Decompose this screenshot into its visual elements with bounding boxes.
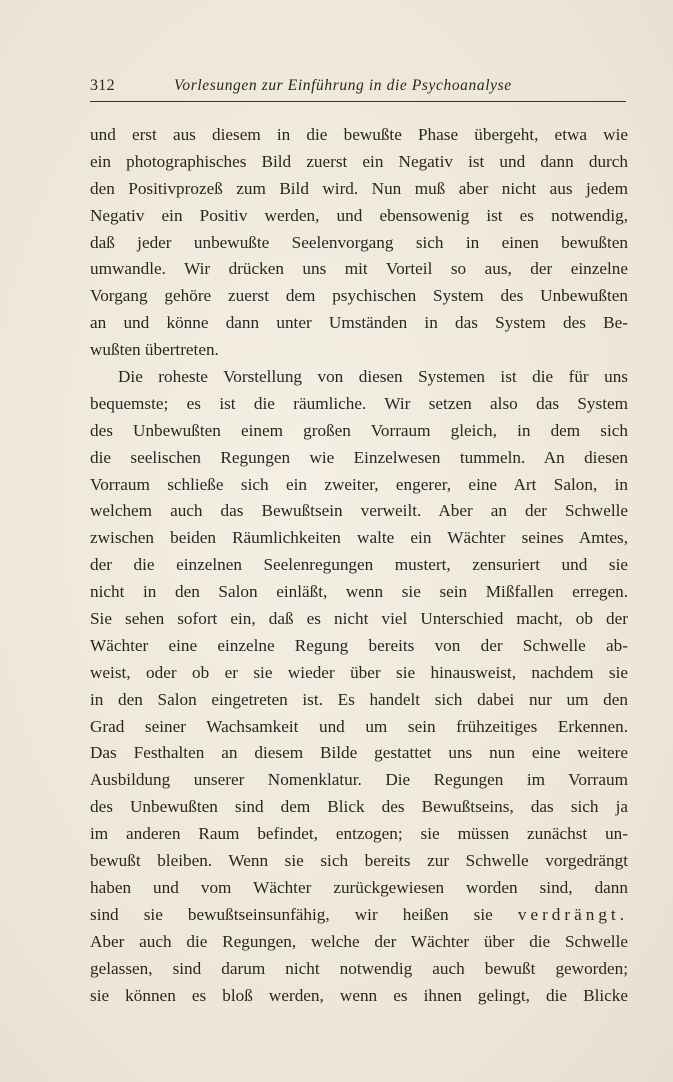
text-line: Grad seiner Wachsamkeit und um sein frühzeitiges Erkennen. (90, 716, 628, 736)
text-line: ein photographisches Bild zuerst ein Negativ ist und dann durch (90, 151, 628, 171)
emphasized-word: verdrängt. (517, 904, 628, 924)
text-line: Die roheste Vorstellung von diesen Systemen ist die für uns (118, 367, 628, 387)
text-line: in den Salon eingetreten ist. Es handelt sich dabei nur um den (90, 689, 628, 709)
text-line: Ausbildung unserer Nomenklatur. Die Regungen im Vorraum (90, 770, 628, 790)
text-line-with-emphasis (90, 902, 628, 929)
text-line: gelassen, sind darum nicht notwendig auch bewußt geworden; (90, 958, 628, 978)
header-rule (90, 101, 626, 102)
text-line: wußten übertreten. (90, 340, 219, 360)
text-line: bewußt bleiben. Wenn sie sich bereits zur Schwelle vorgedrängt (90, 851, 628, 871)
text-line: umwandle. Wir drücken uns mit Vorteil so aus, der einzelne (90, 259, 628, 279)
text-line: zwischen beiden Räumlichkeiten walte ein Wächter seines Amtes, (90, 528, 628, 548)
text-line: des Unbewußten sind dem Blick des Bewußtseins, das sich ja (90, 797, 628, 817)
text-line-start: sind sie bewußtseinsunfähig, wir heißen sie (90, 904, 493, 924)
text-line: Vorgang gehöre zuerst dem psychischen System des Unbewußten (90, 286, 628, 306)
text-line: Das Festhalten an diesem Bilde gestattet uns nun eine weitere (90, 743, 628, 763)
text-line: den Positivprozeß zum Bild wird. Nun muß aber nicht aus jedem (90, 178, 628, 198)
text-line: haben und vom Wächter zurückgewiesen worden sind, dann (90, 877, 628, 897)
text-line: an und könne dann unter Umständen in das System des Be- (90, 313, 628, 333)
text-line: daß jeder unbewußte Seelenvorgang sich in einen bewußten (90, 232, 628, 252)
page-header (90, 73, 626, 103)
text-line: Negativ ein Positiv werden, und ebensowenig ist es notwendig, (90, 205, 628, 225)
body-text (90, 122, 628, 1009)
text-line: der die einzelnen Seelenregungen mustert, zensuriert und sie (90, 555, 628, 575)
text-line: Vorraum schließe sich ein zweiter, engerer, eine Art Salon, in (90, 474, 628, 494)
text-line: bequemste; es ist die räumliche. Wir setzen also das System (90, 393, 628, 413)
text-line: des Unbewußten einem großen Vorraum gleich, in dem sich (90, 420, 628, 440)
text-line: Sie sehen sofort ein, daß es nicht viel Unterschied macht, ob der (90, 609, 628, 629)
text-line: nicht in den Salon einläßt, wenn sie sein Mißfallen erregen. (90, 582, 628, 602)
text-line: Aber auch die Regungen, welche der Wächter über die Schwelle (90, 931, 628, 951)
page-number: 312 (90, 77, 115, 94)
text-line: die seelischen Regungen wie Einzelwesen tummeln. An diesen (90, 447, 628, 467)
text-line: im anderen Raum befindet, entzogen; sie müssen zunächst un- (90, 824, 628, 844)
text-line: sie können es bloß werden, wenn es ihnen gelingt, die Blicke (90, 985, 628, 1005)
text-line: weist, oder ob er sie wieder über sie hinausweist, nachdem sie (90, 662, 628, 682)
text-line: und erst aus diesem in die bewußte Phase übergeht, etwa wie (90, 125, 628, 144)
text-line: Wächter eine einzelne Regung bereits von der Schwelle ab- (90, 635, 628, 655)
running-head: Vorlesungen zur Einführung in die Psychoanalyse (174, 77, 512, 94)
text-line: welchem auch das Bewußtsein verweilt. Aber an der Schwelle (90, 501, 628, 521)
